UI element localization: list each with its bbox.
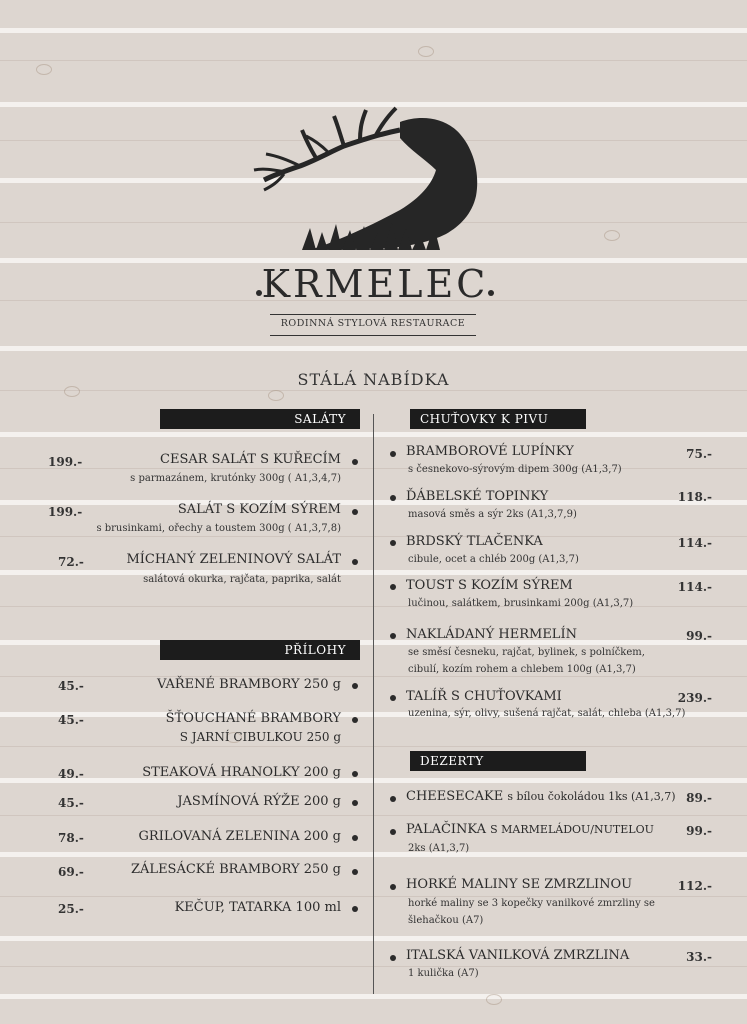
item-desc: salátová okurka, rajčata, paprika, salát	[143, 574, 341, 585]
item-price: 75.-	[686, 447, 712, 461]
item-name: GRILOVANÁ ZELENINA 200 g	[138, 829, 341, 844]
item-price: 69.-	[58, 865, 84, 879]
bullet-icon	[390, 584, 396, 590]
bullet-icon	[352, 835, 358, 841]
item-name: HORKÉ MALINY SE ZMRZLINOU	[406, 877, 633, 892]
item-price: 114.-	[677, 536, 712, 550]
item-name-text: PALAČINKA	[406, 822, 486, 837]
item-name	[406, 789, 675, 804]
item-name: CESAR SALÁT S KUŘECÍM	[160, 452, 341, 467]
item-price: 25.-	[58, 902, 84, 916]
bullet-icon	[390, 955, 396, 961]
item-desc: cibule, ocet a chléb 200g (A1,3,7)	[408, 554, 579, 565]
item-desc: masová směs a sýr 2ks (A1,3,7,9)	[408, 509, 577, 520]
item-desc: uzenina, sýr, olivy, sušená rajčat, salát, chleba (A1,3,7)	[408, 708, 686, 719]
item-price: 45.-	[58, 713, 84, 727]
section-header-chutovky: CHUŤOVKY K PIVU	[410, 409, 586, 429]
bullet-icon	[352, 459, 358, 465]
brand-name: KRMELEC	[261, 262, 489, 306]
item-name-extra: S MARMELÁDOU/NUTELOU	[490, 823, 654, 836]
item-name-extra: s bílou čokoládou 1ks (A1,3,7)	[507, 790, 676, 803]
item-price: 33.-	[686, 950, 712, 964]
bullet-icon	[390, 495, 396, 501]
item-price: 89.-	[686, 791, 712, 805]
item-name: STEAKOVÁ HRANOLKY 200 g	[142, 765, 341, 780]
item-desc: s česnekovo-sýrovým dipem 300g (A1,3,7)	[408, 464, 622, 475]
item-desc: se směsí česneku, rajčat, bylinek, s polníčkem,	[408, 647, 645, 658]
item-price: 199.-	[48, 505, 83, 519]
item-price: 99.-	[686, 629, 712, 643]
item-desc: s parmazánem, krutónky 300g ( A1,3,4,7)	[130, 473, 341, 484]
item-name: NAKLÁDANÝ HERMELÍN	[406, 627, 577, 642]
item-name: ITALSKÁ VANILKOVÁ ZMRZLINA	[406, 948, 630, 963]
item-price: 114.-	[677, 580, 712, 594]
item-name: ŠŤOUCHANÉ BRAMBORY	[165, 711, 341, 726]
item-desc: s brusinkami, ořechy a toustem 300g ( A1,3,7,8)	[96, 523, 341, 534]
bullet-icon	[390, 695, 396, 701]
bullet-icon	[352, 683, 358, 689]
item-price: 118.-	[677, 490, 712, 504]
brand-tagline: RODINNÁ STYLOVÁ RESTAURACE	[280, 318, 466, 329]
item-price: 239.-	[677, 691, 712, 705]
bullet-icon	[352, 559, 358, 565]
bullet-icon	[352, 906, 358, 912]
item-price: 99.-	[686, 824, 712, 838]
bullet-icon	[390, 796, 396, 802]
item-name-text: CHEESECAKE	[406, 789, 504, 804]
item-name: KEČUP, TATARKA 100 ml	[174, 900, 341, 915]
section-header-dezerty: DEZERTY	[410, 751, 586, 771]
bullet-icon	[352, 869, 358, 875]
item-name: VAŘENÉ BRAMBORY 250 g	[156, 677, 341, 692]
item-price: 72.-	[58, 555, 84, 569]
item-name: ZÁLESÁCKÉ BRAMBORY 250 g	[131, 862, 341, 877]
bullet-icon	[390, 540, 396, 546]
item-desc: 2ks (A1,3,7)	[408, 843, 470, 854]
item-price: 78.-	[58, 831, 84, 845]
item-name: TOUST S KOZÍM SÝREM	[406, 578, 573, 593]
item-price: 49.-	[58, 767, 84, 781]
item-name: MÍCHANÝ ZELENINOVÝ SALÁT	[126, 552, 341, 567]
bullet-icon	[390, 884, 396, 890]
bullet-icon	[390, 633, 396, 639]
item-desc: horké maliny se 3 kopečky vanilkové zmrzliny se	[408, 898, 655, 909]
tagline-rule-bottom	[270, 335, 476, 336]
item-desc: cibulí, kozím rohem a chlebem 100g (A1,3,7)	[408, 664, 636, 675]
menu-title: STÁLÁ NABÍDKA	[297, 370, 450, 389]
item-price: 199.-	[48, 455, 83, 469]
section-header-salaty: SALÁTY	[160, 409, 360, 429]
bullet-icon	[352, 771, 358, 777]
section-header-prilohy: PŘÍLOHY	[160, 640, 360, 660]
bullet-icon	[352, 717, 358, 723]
item-name: ĎÁBELSKÉ TOPINKY	[406, 489, 549, 504]
brand-dot-right	[488, 290, 494, 296]
item-name: BRDSKÝ TLAČENKA	[406, 534, 543, 549]
item-name: BRAMBOROVÉ LUPÍNKY	[406, 444, 574, 459]
bullet-icon	[390, 451, 396, 457]
bullet-icon	[352, 800, 358, 806]
item-desc: 1 kulička (A7)	[408, 968, 479, 979]
item-name: SALÁT S KOZÍM SÝREM	[177, 502, 341, 517]
item-desc: šlehačkou (A7)	[408, 915, 484, 926]
item-desc: S JARNÍ CIBULKOU 250 g	[179, 730, 341, 744]
bullet-icon	[352, 509, 358, 515]
item-name: TALÍŘ S CHUŤOVKAMI	[406, 689, 562, 704]
item-name: JASMÍNOVÁ RÝŽE 200 g	[177, 794, 341, 809]
item-desc: lučinou, salátkem, brusinkami 200g (A1,3,7)	[408, 598, 634, 609]
deer-head-icon	[250, 100, 490, 260]
tagline-rule-top	[270, 314, 476, 315]
item-name	[406, 822, 654, 837]
item-price: 112.-	[677, 879, 712, 893]
bullet-icon	[390, 829, 396, 835]
item-price: 45.-	[58, 679, 84, 693]
column-divider	[373, 414, 374, 994]
item-price: 45.-	[58, 796, 84, 810]
